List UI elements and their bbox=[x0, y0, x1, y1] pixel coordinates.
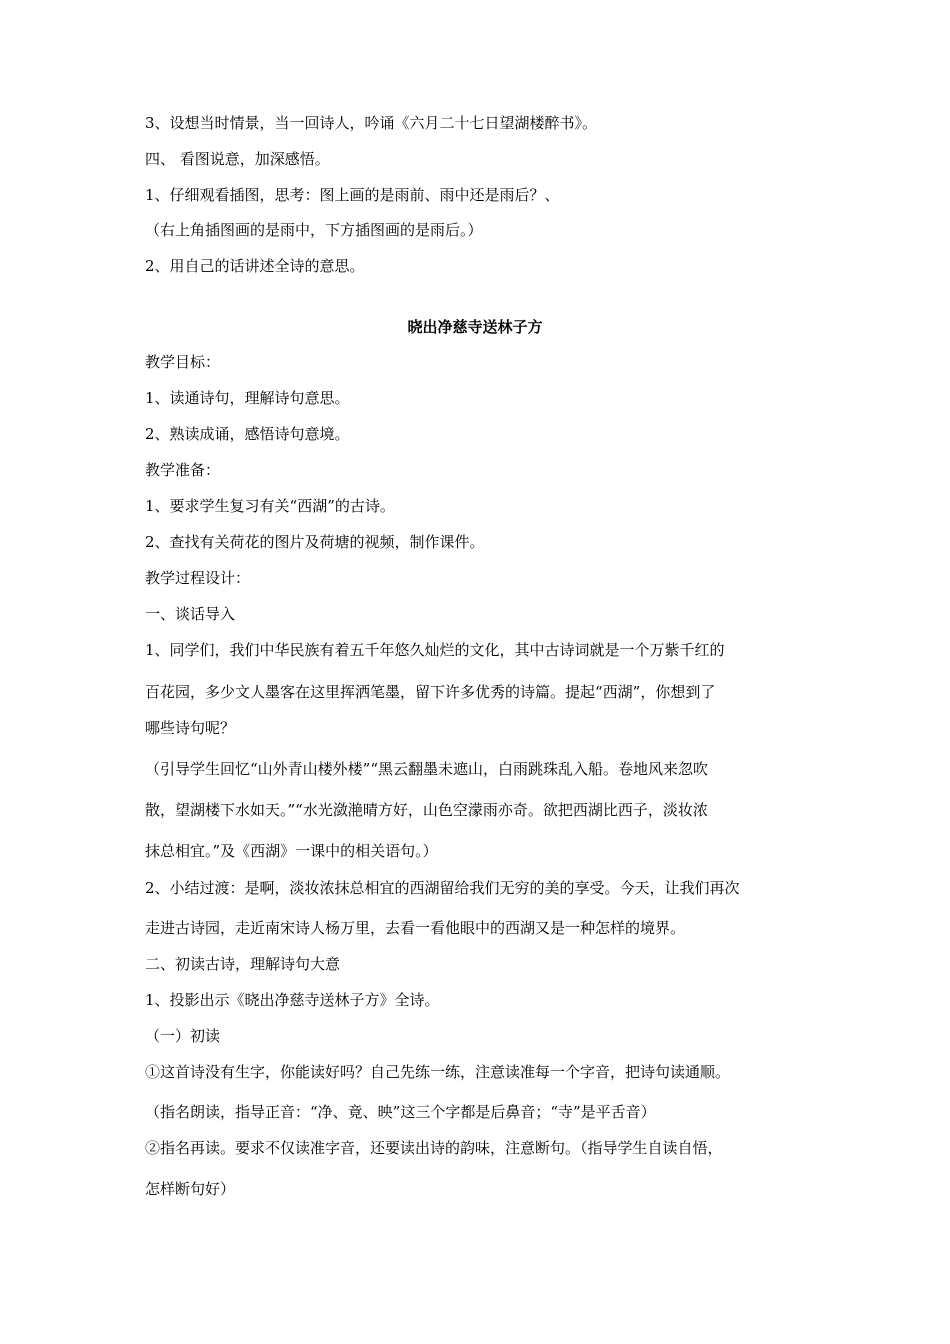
section-heading: 教学目标： bbox=[145, 353, 221, 371]
paragraph-line: 1、要求学生复习有关“西湖”的古诗。 bbox=[145, 497, 395, 515]
paragraph-line: 2、查找有关荷花的图片及荷塘的视频，制作课件。 bbox=[145, 533, 485, 551]
paragraph-line: ①这首诗没有生字，你能读好吗？自己先练一练，注意读准每一个字音，把诗句读通顺。 bbox=[145, 1063, 731, 1081]
paragraph-line: 3、设想当时情景，当一回诗人，吟诵《六月二十七日望湖楼醉书》。 bbox=[145, 114, 598, 132]
paragraph-line: 百花园，多少文人墨客在这里挥洒笔墨，留下许多优秀的诗篇。提起“西湖”，你想到了 bbox=[145, 683, 716, 701]
section-heading: 教学准备： bbox=[145, 461, 221, 479]
paragraph-line: （右上角插图画的是雨中，下方插图画的是雨后。） bbox=[145, 221, 483, 239]
paragraph-line: 1、同学们，我们中华民族有着五千年悠久灿烂的文化，其中古诗词就是一个万紫千红的 bbox=[145, 641, 725, 659]
section-heading: 一、谈话导入 bbox=[145, 605, 236, 623]
paragraph-line: 1、仔细观看插图，思考：图上画的是雨前、雨中还是雨后？、 bbox=[145, 186, 560, 204]
section-heading: （一）初读 bbox=[145, 1027, 221, 1045]
paragraph-line: 走进古诗园，走近南宋诗人杨万里，去看一看他眼中的西湖又是一种怎样的境界。 bbox=[145, 919, 686, 937]
paragraph-line: （指名朗读，指导正音：“净、竟、映”这三个字都是后鼻音；“寺”是平舌音） bbox=[145, 1103, 656, 1121]
paragraph-line: 2、用自己的话讲述全诗的意思。 bbox=[145, 257, 365, 275]
paragraph-line: （引导学生回忆“山外青山楼外楼”“黑云翻墨未遮山，白雨跳珠乱入船。卷地风来忽吹 bbox=[145, 760, 709, 778]
paragraph-line: 1、读通诗句，理解诗句意思。 bbox=[145, 389, 350, 407]
section-heading: 四、 看图说意，加深感悟。 bbox=[145, 150, 330, 168]
lesson-title: 晓出净慈寺送林子方 bbox=[407, 318, 543, 336]
paragraph-line: 散，望湖楼下水如天。”“水光潋滟晴方好，山色空濛雨亦奇。欲把西湖比西子，淡妆浓 bbox=[145, 801, 708, 819]
paragraph-line: 1、投影出示《晓出净慈寺送林子方》全诗。 bbox=[145, 991, 440, 1009]
paragraph-line: 2、熟读成诵，感悟诗句意境。 bbox=[145, 425, 350, 443]
paragraph-line: 哪些诗句呢？ bbox=[145, 719, 236, 737]
paragraph-line: 抹总相宜。”及《西湖》一课中的相关语句。） bbox=[145, 842, 438, 860]
section-heading: 二、初读古诗，理解诗句大意 bbox=[145, 955, 341, 973]
paragraph-line: 怎样断句好） bbox=[145, 1180, 236, 1198]
paragraph-line: 2、小结过渡：是啊，淡妆浓抹总相宜的西湖留给我们无穷的美的享受。今天，让我们再次 bbox=[145, 879, 740, 897]
paragraph-line: ②指名再读。要求不仅读准字音，还要读出诗的韵味，注意断句。（指导学生自读自悟， bbox=[145, 1139, 723, 1157]
section-heading: 教学过程设计： bbox=[145, 569, 251, 587]
